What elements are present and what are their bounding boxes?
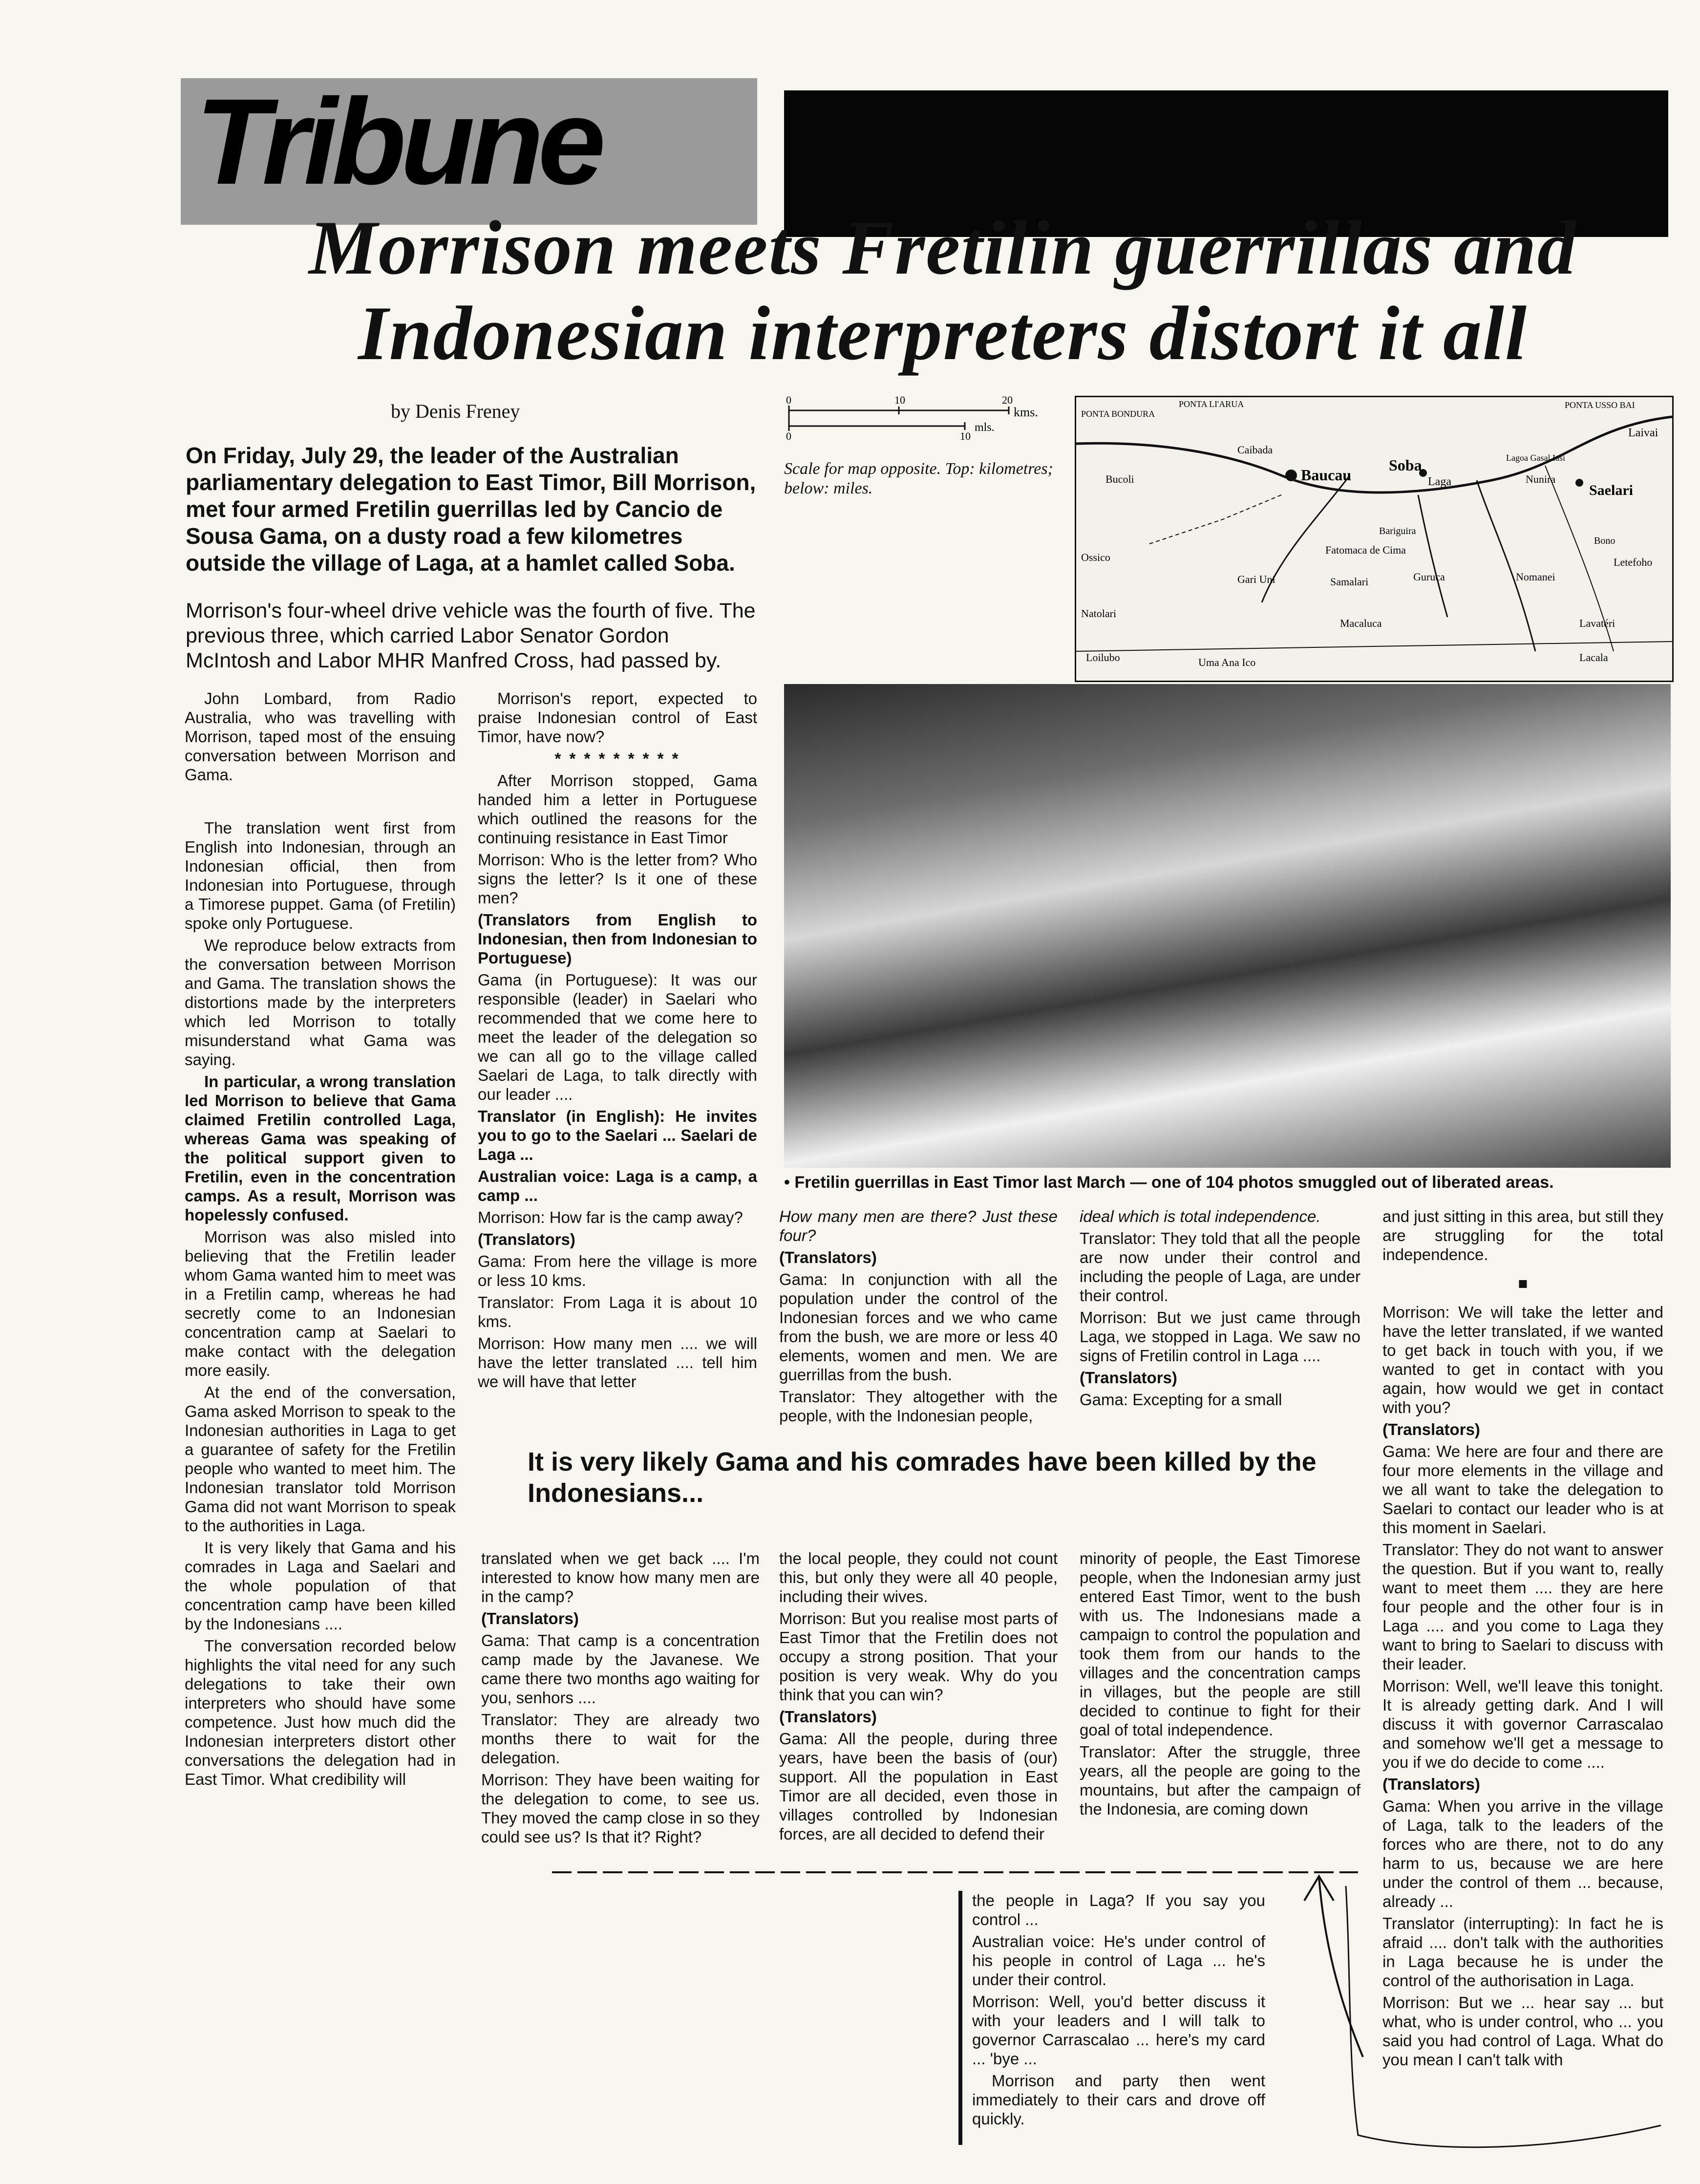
map-label: Uma Ana Ico [1198, 656, 1256, 668]
col1-paragraph: It is very likely that Gama and his comrades in Laga and Saelari and the whole population of that concentration camp have been killed by the Indonesians .... [185, 1539, 456, 1633]
scale-mi-unit: mls. [975, 421, 995, 434]
photo-caption: • Fretilin guerrillas in East Timor last March — one of 104 photos smuggled out of liberated areas. [784, 1173, 1554, 1192]
column-1 [185, 689, 456, 1792]
col2-paragraph: Morrison: Who is the letter from? Who signs the letter? Is it one of these men? [478, 851, 757, 907]
col2-paragraph: Australian voice: Laga is a camp, a camp ... [478, 1167, 757, 1204]
map-label: Gari Uni [1237, 573, 1275, 585]
map-label: Lagoa Gasal Iasi [1506, 453, 1565, 463]
col3-paragraph: How many men are there? Just these four? [779, 1207, 1058, 1244]
col2-paragraph: Translator: From Laga it is about 10 kms. [478, 1293, 757, 1330]
map-label: Guruca [1413, 571, 1445, 583]
box-left-rule [958, 1891, 962, 2145]
bottom-box [972, 1891, 1265, 2131]
bottom-col1-paragraph: (Translators) [481, 1609, 579, 1627]
map-label: Laga [1428, 475, 1451, 488]
col2-paragraph: Morrison: How far is the camp away? [478, 1208, 743, 1226]
bottom-box-paragraph: Morrison: Well, you'd better discuss it with your leaders and I will talk to governor Carrascalao ... here's my card ... 'bye ... [972, 1992, 1265, 2068]
scale-km-20: 20 [1002, 394, 1013, 406]
scale-km-unit: kms. [1014, 405, 1038, 419]
east-timor-map [1075, 396, 1674, 682]
col1-paragraph: The conversation recorded below highlights the vital need for any such delegations to take their own interpreters who should have some competence. Just how much did the Indonesian interpreters distort other conversations the delegation had in East Timor. What credibility will [185, 1637, 456, 1788]
map-label: Ossico [1081, 551, 1110, 563]
map-label: PONTA LI'ARUA [1179, 399, 1244, 409]
map-graphic [1076, 397, 1672, 681]
map-label: Loilubo [1086, 651, 1120, 664]
map-label: Laivai [1628, 427, 1658, 439]
byline: by Denis Freney [391, 400, 520, 422]
map-label: Bono [1594, 535, 1615, 546]
map-label: Nunira [1526, 473, 1556, 485]
bottom-column-3 [1080, 1549, 1360, 1821]
pull-quote: It is very likely Gama and his comrades have been killed by the Indonesians... [528, 1447, 1317, 1508]
col5-paragraph: (Translators) [1382, 1420, 1480, 1438]
column-4 [1080, 1207, 1360, 1412]
col4-paragraph: Morrison: But we just came through Laga, we stopped in Laga. We saw no signs of Fretilin control in Laga .... [1080, 1308, 1360, 1365]
bottom-col1-paragraph: Morrison: They have been waiting for the delegation to come, to see us. They moved the camp close in so they could see us? Is that it? Right? [481, 1771, 760, 1846]
col2-stars: * * * * * * * * * [554, 749, 680, 768]
col1-paragraph: Morrison was also misled into believing that the Fretilin leader whom Gama wanted him to meet was in a Fretilin camp, whereas he had secretly come to an Indonesian concentration camp at Saelari to make contact with the delegation more easily. [185, 1228, 456, 1379]
col1-paragraph: At the end of the conversation, Gama asked Morrison to speak to the Indonesian authorities in Laga to get a guarantee of safety for the Fretilin people who wanted to meet him. The Indonesian translator told Morrison Gama did not want Morrison to speak to the authorities in Laga. [185, 1383, 456, 1535]
map-label: Nomanei [1516, 571, 1555, 583]
col2-paragraph: Gama (in Portuguese): It was our responsible (leader) in Saelari who recommended that we come here to meet the leader of the delegation so we can all go to the village called Saelari de Laga, to talk directly with our leader .... [478, 971, 757, 1103]
handdrawn-annotation [1290, 1871, 1671, 2164]
map-label: Saelari [1589, 482, 1633, 498]
col4-paragraph: ideal which is total independence. [1080, 1207, 1321, 1225]
bottom-column-2 [779, 1549, 1058, 1846]
bottom-column-1 [481, 1549, 760, 1849]
map-label: Macaluca [1340, 617, 1382, 629]
map-label: Fatomaca de Cima [1325, 544, 1406, 556]
col4-paragraph: (Translators) [1080, 1369, 1177, 1387]
headline [186, 205, 1700, 376]
map-label: Baucau [1301, 466, 1352, 484]
bottom-col2-paragraph: Morrison: But you realise most parts of East Timor that the Fretilin does not occupy a strong position. That your position is very weak. Why do you think that you can win? [779, 1609, 1058, 1704]
map-label: Samalari [1330, 576, 1369, 588]
col1-paragraph: We reproduce below extracts from the conversation between Morrison and Gama. The translation shows the distortions made by the interpreters which led Morrison to totally misunderstand what Gama was saying. [185, 936, 456, 1069]
col5-paragraph: Morrison: We will take the letter and have the letter translated, if we wanted to get back in touch with you, if we wanted to get in contact with you again, how would we get in contact with you? [1382, 1303, 1663, 1416]
scale-mi-0: 0 [786, 430, 791, 442]
bottom-box-paragraph: Australian voice: He's under control of his people in control of Laga ... he's under their control. [972, 1932, 1265, 1989]
col2-paragraph: Translator (in English): He invites you to go to the Saelari ... Saelari de Laga ... [478, 1107, 757, 1163]
bottom-col3-paragraph: Translator: After the struggle, three years, all the people are going to the mountains, but after the campaign of the Indonesia, are coming down [1080, 1743, 1360, 1818]
column-2 [478, 689, 757, 1394]
col2-paragraph: (Translators from English to Indonesian, then from Indonesian to Portuguese) [478, 911, 757, 967]
map-label: Bariguira [1379, 526, 1416, 536]
col4-paragraph: Gama: Excepting for a small [1080, 1391, 1282, 1409]
column-3 [779, 1207, 1058, 1428]
bottom-col3-paragraph: minority of people, the East Timorese people, when the Indonesian army just entered East Timor, went to the bush with us. The Indonesians made a campaign to control the population and took them from our hands to the villages and the concentration camps in villages, but the people are still decided to continue to fight for their goal of total independence. [1080, 1549, 1360, 1739]
col2-paragraph: Morrison: How many men .... we will have the letter translated .... tell him we will have that letter [478, 1334, 757, 1391]
map-label: PONTA USSO BAI [1565, 400, 1635, 410]
map-label: Caibada [1237, 444, 1273, 456]
col2-paragraph: Morrison's report, expected to praise Indonesian control of East Timor, have now? [478, 689, 757, 746]
masthead-title: Tribune [195, 73, 600, 210]
col3-paragraph: (Translators) [779, 1248, 877, 1266]
bottom-col1-paragraph: Gama: That camp is a concentration camp made by the Javanese. We came there two months ago waiting for you, senhors .... [481, 1631, 760, 1707]
map-label: Soba [1389, 456, 1422, 474]
bottom-col2-paragraph: the local people, they could not count this, but only they were all 40 people, including their wives. [779, 1549, 1058, 1606]
scale-mi-10: 10 [960, 430, 971, 442]
col5-paragraph: and just sitting in this area, but still they are struggling for the total independence. [1382, 1207, 1663, 1263]
col2-paragraph: After Morrison stopped, Gama handed him a letter in Portuguese which outlined the reasons for the continuing resistance in East Timor [478, 771, 757, 847]
col5-paragraph: Morrison: But we ... hear say ... but what, who is under control, who ... you said you had control of Laga. What do you mean I can't talk with [1382, 1993, 1663, 2069]
headline-line-1: Morrison meets Fretilin guerrillas and [309, 205, 1577, 291]
lede-paragraph: On Friday, July 29, the leader of the Australian parliamentary delegation to East Timor, Bill Morrison, met four armed Fretilin guerrillas led by Cancio de Sousa Gama, on a dusty road a few kilometres outside the village of Laga, at a hamlet called Soba. [186, 443, 756, 576]
col1-paragraph: The translation went first from English into Indonesian, through an Indonesian official, then from Indonesian into Portuguese, through a Timorese puppet. Gama (of Fretilin) spoke only Portuguese. [185, 819, 456, 932]
end-square: ■ [1518, 1274, 1528, 1292]
col1-paragraph: John Lombard, from Radio Australia, who was travelling with Morrison, taped most of the ensuing conversation between Morrison and Gama. [185, 689, 456, 784]
map-scale-bar [784, 394, 1038, 442]
bottom-col2-paragraph: (Translators) [779, 1708, 877, 1726]
scale-caption: Scale for map opposite. Top: kilometres; below: miles. [784, 460, 1053, 497]
bottom-col1-paragraph: Translator: They are already two months there to wait for the delegation. [481, 1711, 760, 1767]
map-label: Letefoho [1614, 556, 1653, 568]
headline-line-2: Indonesian interpreters distort it all [358, 291, 1528, 376]
col5-paragraph: Gama: When you arrive in the village of Laga, talk to the leaders of the forces who are there, not to do any harm to us, because we are here under the control of them ... because, already ... [1382, 1797, 1663, 1910]
col5-paragraph: (Translators) [1382, 1775, 1480, 1793]
col3-paragraph: Translator: They altogether with the people, with the Indonesian people, [779, 1388, 1058, 1425]
col5-paragraph: Morrison: Well, we'll leave this tonight. It is already getting dark. And I will discuss it with governor Carrascalao and somehow we'll get a message to you if we do decide to come .... [1382, 1677, 1663, 1771]
arrow-icon [1290, 1871, 1671, 2164]
standfirst-paragraph: Morrison's four-wheel drive vehicle was the fourth of five. The previous three, which carried Labor Senator Gordon McIntosh and Labor MHR Manfred Cross, had passed by. [186, 599, 756, 672]
col1-paragraph: In particular, a wrong translation led Morrison to believe that Gama claimed Fretilin controlled Laga, whereas Gama was speaking of the political support given to Fretilin, even in the concentration camps. As a result, Morrison was hopelessly confused. [185, 1072, 456, 1224]
guerrillas-photo [784, 684, 1671, 1168]
col5-paragraph: Gama: We here are four and there are four more elements in the village and we all want to take the delegation to Saelari to contact our leader who is at this moment in Saelari. [1382, 1442, 1663, 1537]
col5-paragraph: Translator: They do not want to answer the question. But if you want to, really want to meet them .... they are here four people and the other four is in Laga .... and you come to Laga they want to bring to Saelari to discuss with their leader. [1382, 1541, 1663, 1673]
map-label: Lacala [1579, 651, 1608, 664]
scale-km-10: 10 [894, 394, 905, 406]
bottom-col2-paragraph: Gama: All the people, during three years, have been the basis of (our) support. All the population in East Timor are all decided, even those in villages controlled by Indonesian forces, are all decided to defend their [779, 1730, 1058, 1843]
col2-paragraph: (Translators) [478, 1230, 575, 1248]
col5-paragraph: Translator (interrupting): In fact he is afraid .... don't talk with the authorities in Laga because he is under the control of the authorisation in Laga. [1382, 1914, 1663, 1990]
bottom-box-paragraph: Morrison and party then went immediately to their cars and drove off quickly. [972, 2072, 1265, 2128]
dashed-separator [552, 1871, 1358, 1873]
col4-paragraph: Translator: They told that all the people are now under their control and including the people of Laga, are under their control. [1080, 1229, 1360, 1305]
map-label: Lavatéri [1579, 617, 1615, 629]
map-label: PONTA BONDURA [1081, 409, 1155, 419]
bottom-box-paragraph: the people in Laga? If you say you control ... [972, 1891, 1265, 1928]
map-label: Bucoli [1105, 473, 1134, 485]
bottom-col1-paragraph: translated when we get back .... I'm interested to know how many men are in the camp? [481, 1549, 760, 1606]
col3-paragraph: Gama: In conjunction with all the population under the control of the Indonesian forces and we who came from the bush, we are more or less 40 elements, women and men. We are guerrillas from the bush. [779, 1270, 1058, 1384]
scale-bar-graphic [784, 394, 1038, 442]
scale-km-0: 0 [786, 394, 791, 406]
map-label: Natolari [1081, 607, 1117, 620]
col2-paragraph: Gama: From here the village is more or less 10 kms. [478, 1252, 757, 1289]
